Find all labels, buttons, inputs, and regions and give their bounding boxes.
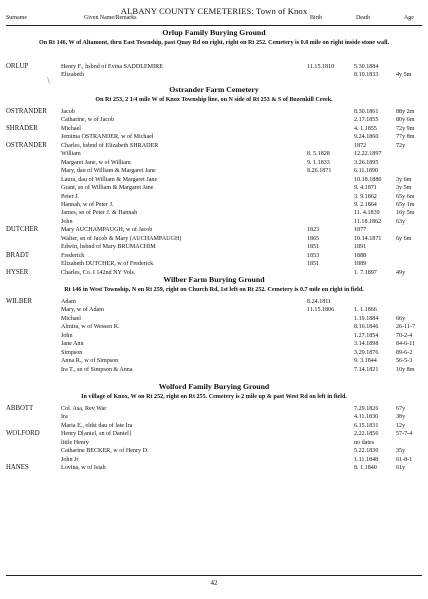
death-date-cell: 6.11.1890: [354, 168, 379, 175]
age-cell: 67y: [396, 406, 406, 412]
given-name-cell: Mary AUCHAMPAUGH, w of Jacob: [61, 227, 153, 234]
burial-row: [6, 235, 422, 243]
given-name-cell: Frederick: [61, 252, 85, 259]
death-date-cell: 9. 2.1864: [354, 201, 377, 208]
age-cell: 61-8-1: [396, 456, 413, 463]
birth-date-cell: 11.15.1810: [307, 64, 335, 70]
birth-date-cell: 1853: [307, 252, 320, 259]
age-cell: 56-5-3: [396, 358, 413, 365]
burial-row: [6, 167, 422, 175]
surname-cell: ORLUP: [6, 63, 29, 70]
death-date-cell: 1. 7.1897: [354, 269, 377, 276]
burial-row: [6, 430, 422, 438]
given-name-cell: John: [61, 218, 73, 225]
death-date-cell: 8. 1.1840: [354, 465, 377, 472]
given-name-cell: Ira T., sn of Simpson & Anna: [61, 366, 133, 373]
column-header-age: Age: [404, 15, 414, 21]
death-date-cell: 8.30.1861: [354, 109, 379, 115]
footer-rule: [6, 575, 422, 576]
column-header-death: Death: [356, 15, 371, 21]
handwritten-check-mark: ∖: [46, 77, 51, 85]
section-title: Wolford Family Burying Ground: [158, 382, 270, 391]
burial-row: [6, 439, 422, 447]
burial-row: [6, 366, 422, 374]
burial-row: [6, 116, 422, 124]
age-cell: 3y 5m: [396, 185, 412, 192]
section-directions: On Rt 146, W of Altamont, thru East Township, past Quay Rd on right, right on Rt 252. Cemetery is 0.8 mile on right inside stone wall.: [38, 40, 390, 46]
death-date-cell: 9. 3.1844: [354, 358, 377, 365]
given-name-cell: Charles, Co. I 142nd NY Vols.: [61, 269, 136, 276]
age-cell: 66y: [396, 315, 406, 322]
surname-cell: OSTRANDER: [6, 141, 47, 149]
death-date-cell: 10.14.1871: [354, 235, 382, 242]
age-cell: 49y: [396, 269, 406, 276]
burial-row: [6, 176, 422, 184]
death-date-cell: 2.17.1855: [354, 117, 379, 124]
burial-row: [6, 306, 422, 314]
death-date-cell: 1872: [354, 142, 367, 149]
surname-cell: BRADT: [6, 251, 30, 259]
burial-row: [6, 349, 422, 357]
given-name-cell: Simpson: [61, 349, 83, 356]
surname-cell: WILBER: [6, 298, 33, 305]
column-header-given-name: Given Name/Remarks: [84, 15, 137, 21]
death-date-cell: 1. 1.1866: [354, 307, 377, 314]
surname-cell: WOLFORD: [6, 430, 40, 438]
burial-row: [6, 323, 422, 331]
age-cell: 72y: [396, 142, 406, 149]
death-date-cell: 12.22.1897: [354, 151, 382, 158]
age-cell: 35y: [396, 448, 406, 455]
burial-row: [6, 201, 422, 209]
burial-row: [6, 184, 422, 192]
death-date-cell: no dates: [354, 439, 375, 446]
given-name-cell: Michael: [61, 315, 81, 322]
death-date-cell: 9.24.1860: [354, 134, 379, 141]
death-date-cell: 11. 4.1839: [354, 210, 380, 217]
age-cell: 3y 6m: [396, 176, 412, 183]
death-date-cell: 7.29.1826: [354, 406, 379, 412]
given-name-cell: Henry D[aniel, sn of Daniel]: [61, 431, 131, 438]
burial-row: [6, 218, 422, 226]
page-number: 42: [210, 579, 218, 587]
death-date-cell: 1888: [354, 252, 367, 259]
given-name-cell: Michael: [61, 125, 81, 132]
burial-row: [6, 142, 422, 150]
age-cell: 10y 8m: [396, 366, 415, 373]
age-cell: 70-2-4: [396, 332, 413, 339]
column-header-surname: Surname: [6, 15, 27, 21]
given-name-cell: Jacob: [61, 109, 75, 115]
burial-row: [6, 340, 422, 348]
age-cell: 88y 2m: [396, 109, 415, 115]
section-directions: On Rt 253, 2 1/4 mile W of Knox Township line, on N side of Rt 253 & S of Bozenkill Creek.: [95, 97, 333, 103]
burial-row: [6, 193, 422, 201]
section-directions: Rt 146 in West Township, N on Rt 259, right on Church Rd, 1st left on Rt 252. Cemetery is 0.7 mile on right in field.: [64, 287, 364, 293]
given-name-cell: Col. Asa, Rev War: [61, 406, 107, 412]
section-title: Ostrander Farm Cemetery: [169, 85, 259, 94]
burial-row: [6, 405, 422, 413]
birth-date-cell: 1865: [307, 235, 320, 242]
age-cell: 80y 6m: [396, 117, 415, 124]
age-cell: 26-11-7: [396, 324, 416, 331]
burial-row: [6, 447, 422, 455]
age-cell: 89-6-2: [396, 349, 413, 356]
death-date-cell: 3. 9.1862: [354, 193, 377, 200]
death-date-cell: 3.26.1895: [354, 159, 379, 166]
given-name-cell: William: [61, 151, 81, 158]
death-date-cell: 1891: [354, 244, 367, 251]
burial-row: [6, 456, 422, 464]
burial-row: [6, 125, 422, 133]
burial-row: [6, 150, 422, 158]
given-name-cell: Charles, hsbnd of Elizabeth SHRADER: [61, 142, 159, 149]
age-cell: 38y: [396, 414, 406, 421]
column-header-birth: Birth: [310, 15, 323, 21]
burial-row: [6, 71, 422, 79]
burial-row: [6, 357, 422, 365]
birth-date-cell: 8.26.1871: [307, 168, 332, 175]
surname-cell: DUTCHER: [6, 226, 39, 234]
age-cell: 57-7-4: [396, 431, 413, 438]
given-name-cell: Catharine BECKER, w of Henry D.: [61, 448, 149, 455]
age-cell: 63y: [396, 218, 406, 225]
section-title: Orlup Family Burying Ground: [162, 28, 266, 37]
surname-cell: SHRADER: [6, 124, 38, 132]
death-date-cell: 4.11.1830: [354, 414, 379, 421]
birth-date-cell: 11.15.1806: [307, 307, 335, 314]
age-cell: 77y 8m: [396, 134, 415, 141]
burial-row: [6, 226, 422, 234]
given-name-cell: Lovina, w of Isiah: [61, 465, 106, 472]
burial-row: [6, 108, 422, 116]
birth-date-cell: 8.24.1811: [307, 299, 332, 305]
age-cell: 84-6-11: [396, 341, 416, 348]
death-date-cell: 4. 1.1855: [354, 125, 377, 132]
given-name-cell: Almira, w of Wessen K.: [61, 324, 120, 331]
given-name-cell: Ira: [61, 414, 68, 421]
burial-row: [6, 298, 422, 306]
given-name-cell: Jemima OSTRANDER, w of Michael: [61, 134, 154, 141]
given-name-cell: Catharine, w of Jacob: [61, 117, 115, 124]
given-name-cell: Edwin, hsbnd of Mary BRUMACHIM: [61, 244, 156, 251]
given-name-cell: little Henry: [61, 439, 89, 446]
death-date-cell: 1.19.1884: [354, 315, 379, 322]
column-header-row: [6, 15, 422, 24]
burial-row: [6, 252, 422, 260]
death-date-cell: 10.18.1880: [354, 176, 382, 183]
birth-date-cell: 8. 5.1828: [307, 151, 330, 158]
death-date-cell: 2.22.1856: [354, 431, 379, 438]
burial-row: [6, 63, 422, 71]
burial-row: [6, 159, 422, 167]
age-cell: 61y: [396, 465, 406, 472]
age-cell: 65y 1m: [396, 201, 415, 208]
birth-date-cell: 1823: [307, 227, 320, 234]
birth-date-cell: 1851: [307, 244, 320, 251]
given-name-cell: Margaret Jane, w of William: [61, 159, 131, 166]
page-title: ALBANY COUNTY CEMETERIES: Town of Knox: [120, 6, 308, 16]
death-date-cell: 5.30.1884: [354, 64, 379, 70]
given-name-cell: Anna R., w of Simpson: [61, 358, 119, 365]
age-cell: 12y: [396, 422, 406, 429]
surname-cell: HYSER: [6, 268, 29, 276]
age-cell: 65y 6m: [396, 193, 415, 200]
death-date-cell: 1.11.1848: [354, 456, 379, 463]
surname-cell: ABBOTT: [6, 405, 34, 412]
death-date-cell: 1.27.1854: [354, 332, 379, 339]
burial-row: [6, 413, 422, 421]
given-name-cell: Hannah, w of Peter J.: [61, 201, 114, 208]
death-date-cell: 11.18.1862: [354, 218, 382, 225]
age-cell: 6y 6m: [396, 235, 412, 242]
death-date-cell: 3.29.1876: [354, 349, 379, 356]
given-name-cell: John: [61, 332, 73, 339]
birth-date-cell: 1851: [307, 261, 320, 268]
death-date-cell: 5.22.1830: [354, 448, 379, 455]
given-name-cell: Mary, dau of William & Margaret Jane: [61, 168, 156, 175]
given-name-cell: Mary, w of Adam: [61, 307, 104, 314]
death-date-cell: 8.16.1846: [354, 324, 379, 331]
death-date-cell: 7.14.1821: [354, 366, 379, 373]
given-name-cell: Laura, dau of William & Margaret Jane: [61, 176, 158, 183]
given-name-cell: Elizabeth DUTCHER, w of Frederick: [61, 261, 154, 268]
age-cell: 16y 5m: [396, 210, 415, 217]
death-date-cell: 9. 4.1871: [354, 185, 377, 192]
age-cell: 72y 9m: [396, 125, 415, 132]
surname-cell: HANES: [6, 464, 29, 472]
burial-row: [6, 315, 422, 323]
given-name-cell: Grant, sn of William & Margaret Jane: [61, 185, 154, 192]
burial-row: [6, 332, 422, 340]
surname-cell: OSTRANDER: [6, 108, 47, 115]
given-name-cell: Walter, sn of Jacob & Mary (AUCHAMPAUGH): [61, 235, 182, 242]
given-name-cell: Henry F., hsbnd of Evina SADDLEMIRE: [61, 64, 163, 70]
death-date-cell: 6.15.1831: [354, 422, 379, 429]
burial-row: [6, 464, 422, 472]
death-date-cell: 8.10.1833: [354, 72, 379, 79]
burial-row: [6, 133, 422, 141]
given-name-cell: Elizabeth: [61, 72, 85, 79]
given-name-cell: Jane Ann: [61, 341, 84, 348]
section-directions: In village of Knox, W on Rt 252, right on Rt 255. Cemetery is 2 mile up & past West Rd on left in field.: [81, 394, 347, 400]
burial-row: [6, 209, 422, 217]
death-date-cell: 1889: [354, 261, 367, 268]
given-name-cell: Peter J.: [61, 193, 79, 200]
given-name-cell: James, sn of Peter J. & Hannah: [61, 210, 138, 217]
burial-row: [6, 243, 422, 251]
given-name-cell: John Jr: [61, 456, 79, 463]
death-date-cell: 1877: [354, 227, 367, 234]
birth-date-cell: 9. 1.1833: [307, 159, 330, 166]
age-cell: 4y 5m: [396, 72, 412, 79]
section-title: Wilber Farm Burying Ground: [163, 275, 265, 284]
given-name-cell: Adam: [61, 299, 76, 305]
burial-row: [6, 260, 422, 268]
death-date-cell: 3.14.1898: [354, 341, 379, 348]
header-rule: [6, 25, 422, 26]
burial-row: [6, 422, 422, 430]
given-name-cell: Maria E., eldst dau of late Ira: [61, 422, 133, 429]
